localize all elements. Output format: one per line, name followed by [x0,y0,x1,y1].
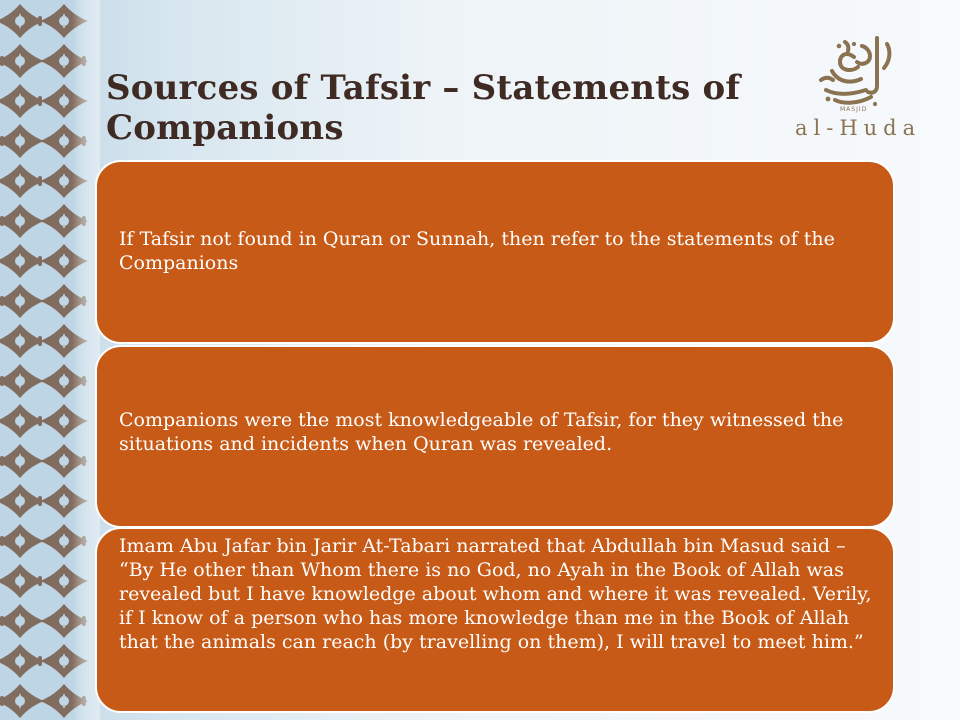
content-card-tabari-narration [95,527,895,713]
decorative-pattern [0,0,100,720]
logo-name: al-Huda [795,116,922,140]
logo-masjid-text: MASJID [840,106,868,113]
card-text: If Tafsir not found in Quran or Sunnah, then refer to the statements of the Companions [119,228,835,274]
card-text: Companions were the most knowledgeable of Tafsir, for they witnessed the situations and incidents when Quran was revealed. [119,409,844,455]
content-card-companions-knowledge [95,345,895,528]
masjid-al-huda-logo [787,34,922,149]
slide-title: Sources of Tafsir – Statements of Companions [106,68,741,148]
content-card-quran-sunnah [95,160,895,344]
card-text: Imam Abu Jafar bin Jarir At-Tabari narrated that Abdullah bin Masud said – “By He other than Whom there is no God, no Ayah in the Book of Allah was revealed but I have knowledge about whom and where it was revealed. Verily, if I know of a person who has more knowledge than me in the Book of Allah that the animals can reach (by travelling on them), I will travel to meet him.” [119,535,872,653]
